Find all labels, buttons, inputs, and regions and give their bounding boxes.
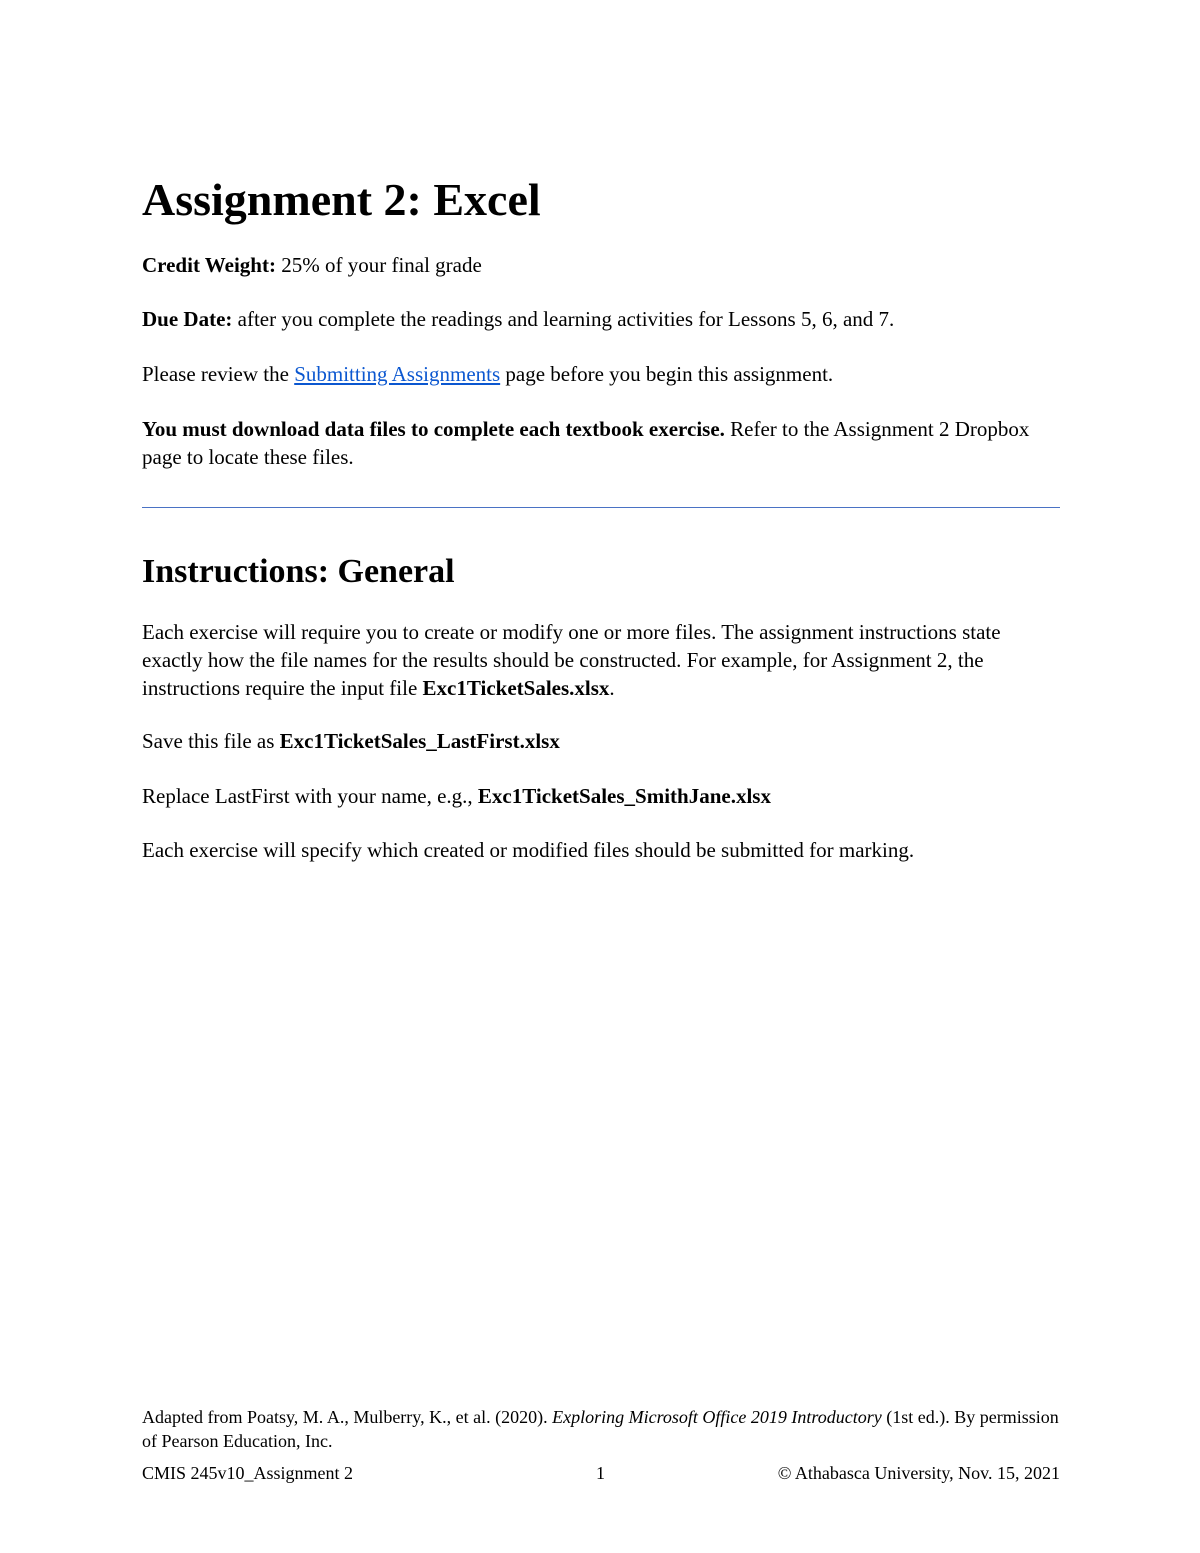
instructions-paragraph-1-text: Each exercise will require you to create or modify one or more files. The assignment instructions state exactly how the file names for the results should be constructed. For example, for Assignment 2, the instructions require the input file	[142, 620, 1001, 700]
save-as-file-name: Exc1TicketSales_LastFirst.xlsx	[279, 729, 560, 753]
due-date-line	[142, 305, 1060, 333]
page-title: Assignment 2: Excel	[142, 174, 541, 225]
footer-page-number: 1	[596, 1463, 605, 1483]
credit-weight-line	[142, 251, 1060, 279]
footer-course-code: CMIS 245v10_Assignment 2	[142, 1463, 354, 1483]
page-footer	[142, 1461, 1060, 1485]
section-divider	[142, 507, 1060, 508]
instructions-heading: Instructions: General	[142, 553, 455, 590]
save-as-prefix: Save this file as	[142, 729, 280, 753]
input-file-name: Exc1TicketSales.xlsx	[422, 676, 610, 700]
due-date-value: after you complete the readings and learning activities for Lessons 5, 6, and 7.	[232, 307, 895, 331]
credit-weight-value: 25% of your final grade	[275, 253, 482, 277]
credit-weight-label: Credit Weight:	[142, 253, 276, 277]
review-text-after: page before you begin this assignment.	[500, 362, 834, 386]
footer-copyright: © Athabasca University, Nov. 15, 2021	[777, 1463, 1060, 1483]
footnote-text-after: (1st ed.). By permission of Pearson Education, Inc.	[142, 1407, 1059, 1451]
replace-line	[142, 782, 1060, 810]
submitting-assignments-link[interactable]: Submitting Assignments	[294, 362, 501, 386]
document-page	[142, 0, 1060, 1553]
footnote	[142, 1405, 1060, 1453]
save-as-line	[142, 727, 1060, 755]
instructions-paragraph-1-end: .	[609, 676, 615, 700]
replace-example-file-name: Exc1TicketSales_SmithJane.xlsx	[477, 784, 771, 808]
review-text-before: Please review the	[142, 362, 295, 386]
replace-prefix: Replace LastFirst with your name, e.g.,	[142, 784, 478, 808]
instructions-paragraph-1	[142, 618, 1060, 702]
footnote-book-title: Exploring Microsoft Office 2019 Introductory	[552, 1407, 882, 1427]
download-note	[142, 415, 1060, 471]
due-date-label: Due Date:	[142, 307, 233, 331]
download-note-rest: Refer to the Assignment 2 Dropbox page to locate these files.	[142, 417, 1030, 469]
footnote-text-before: Adapted from Poatsy, M. A., Mulberry, K., et al. (2020).	[142, 1407, 553, 1427]
download-note-bold: You must download data files to complete each textbook exercise.	[142, 417, 725, 441]
review-line	[142, 360, 1060, 388]
instructions-paragraph-4: Each exercise will specify which created or modified files should be submitted for marking.	[142, 838, 915, 862]
